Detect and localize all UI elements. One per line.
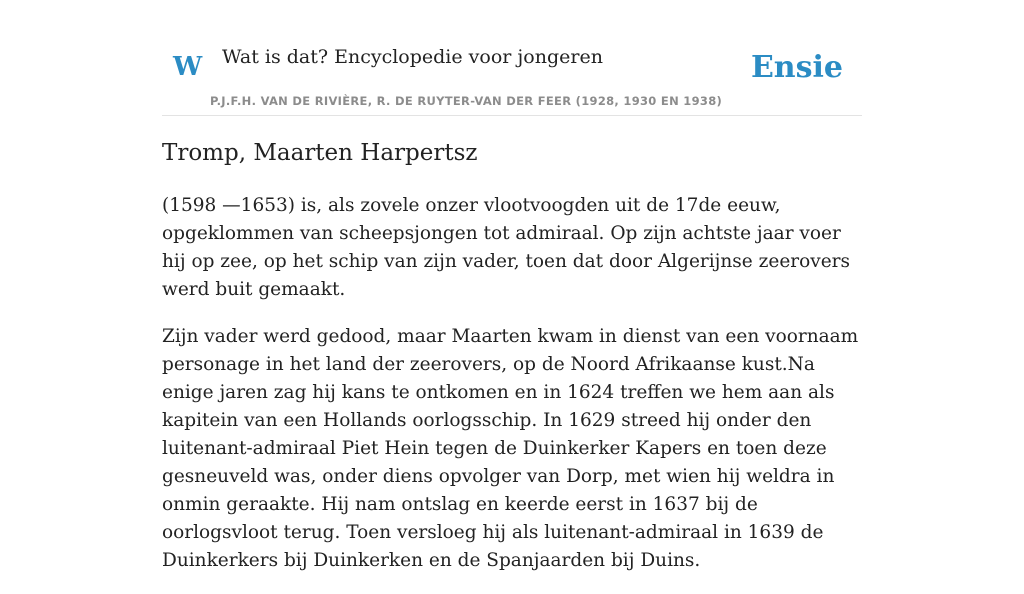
work-title[interactable]: Wat is dat? Encyclopedie voor jongeren xyxy=(222,46,603,68)
work-authors: P.J.F.H. VAN DE RIVIÈRE, R. DE RUYTER-VAN DER FEER (1928, 1930 EN 1938) xyxy=(210,94,723,108)
entry-paragraph: (1598 —1653) is, als zovele onzer vlootvoogden uit de 17de eeuw, opgeklommen van scheepsjongen tot admiraal. Op zijn achtste jaar voer hij op zee, op het schip van zijn vader, toen dat door Algerijnse zeerovers werd buit gemaakt. xyxy=(162,195,850,300)
header xyxy=(162,0,862,116)
entry-title: Tromp, Maarten Harpertsz xyxy=(162,140,478,166)
ensie-brand-link[interactable]: Ensie xyxy=(750,50,843,85)
work-logo-icon[interactable]: W xyxy=(173,52,203,82)
entry-paragraph: Zijn vader werd gedood, maar Maarten kwam in dienst van een voornaam personage in het land der zeerovers, op de Noord Afrikaanse kust.Na enige jaren zag hij kans te ontkomen en in 1624 treffen we hem aan als kapitein van een Hollands oorlogsschip. In 1629 streed hij onder den luitenant-admiraal Piet Hein tegen de Duinkerker Kapers en toen deze gesneuveld was, onder diens opvolger van Dorp, met wien hij weldra in onmin geraakte. Hij nam ontslag en keerde eerst in 1637 bij de oorlogsvloot terug. Toen versloeg hij als luitenant-admiraal in 1639 de Duinkerkers bij Duinkerken en de Spanjaarden bij Duins. xyxy=(162,326,859,571)
entry-body xyxy=(162,192,862,594)
